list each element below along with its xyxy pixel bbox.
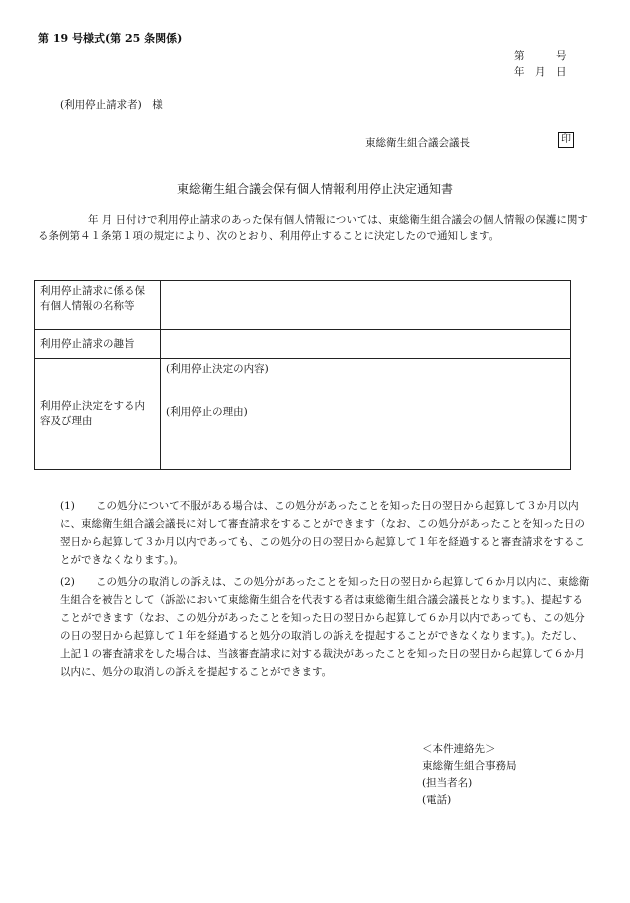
form-number: 第 19 号様式(第 25 条関係) [38, 32, 183, 45]
intro-paragraph: 年 月 日付けで利用停止請求のあった保有個人情報については、東総衛生組合議会の個人情報の保護に関する条例第４１条第１項の規定により、次のとおり、利用停止することに決定したので通知します。 [38, 214, 588, 242]
contact-block [422, 741, 602, 809]
row-label-purpose: 利用停止請求の趣旨 [35, 330, 161, 359]
note-text: この処分の取消しの訴えは、この処分があったことを知った日の翌日から起算して６か月以内に、東総衛生組合を被告として（訴訟において東総衛生組合を代表する者は東総衛生組合議会議長となります。)、提起することができます（なお、この処分があったことを知った日の翌日から起算して６か月以内であっても、この処分の日の翌日から起算して１年を経過すると処分の取消しの訴えを提起することができなくなります。)。ただし、上記１の審査請求をした場合は、当該審査請求に対する裁決があったことを知った日の翌日から起算して６か月以内に、処分の取消しの訴えを提起することができます。 [60, 576, 590, 678]
document-number: 第 号 [514, 50, 567, 62]
table-row [35, 359, 571, 470]
note-appeal [60, 497, 590, 569]
row-value-decision [161, 359, 571, 470]
decision-content-heading: (利用停止決定の内容) [166, 363, 269, 375]
row-value-purpose [161, 330, 571, 359]
row-value-info-name [161, 281, 571, 330]
row-label-decision: 利用停止決定をする内容及び理由 [35, 359, 161, 470]
contact-person: (担当者名) [422, 777, 473, 789]
sender-name: 東総衛生組合議会議長 [365, 137, 470, 149]
note-text: この処分について不服がある場合は、この処分があったことを知った日の翌日から起算して３か月以内に、東総衛生組合議会議長に対して審査請求をすることができます（なお、この処分があったことを知った日の翌日から起算して３か月以内であっても、この処分の日の翌日から起算して１年を経過すると審査請求をすることができなくなります。)。 [60, 500, 585, 566]
contact-office: 東総衛生組合事務局 [422, 760, 517, 772]
table-row [35, 281, 571, 330]
row-label-info-name: 利用停止請求に係る保有個人情報の名称等 [35, 281, 161, 330]
contact-heading: ＜本件連絡先＞ [422, 743, 496, 755]
document-title: 東総衛生組合議会保有個人情報利用停止決定通知書 [176, 182, 453, 196]
addressee: (利用停止請求者) 様 [60, 99, 163, 111]
contact-phone: (電話) [422, 794, 452, 806]
decision-reason-heading: (利用停止の理由) [166, 406, 248, 418]
document-date: 年 月 日 [514, 66, 567, 78]
note-number: (1) [60, 500, 75, 512]
seal-stamp: 印 [558, 132, 574, 148]
info-table [34, 280, 571, 470]
note-number: (2) [60, 576, 75, 588]
table-row [35, 330, 571, 359]
note-lawsuit [60, 573, 590, 681]
